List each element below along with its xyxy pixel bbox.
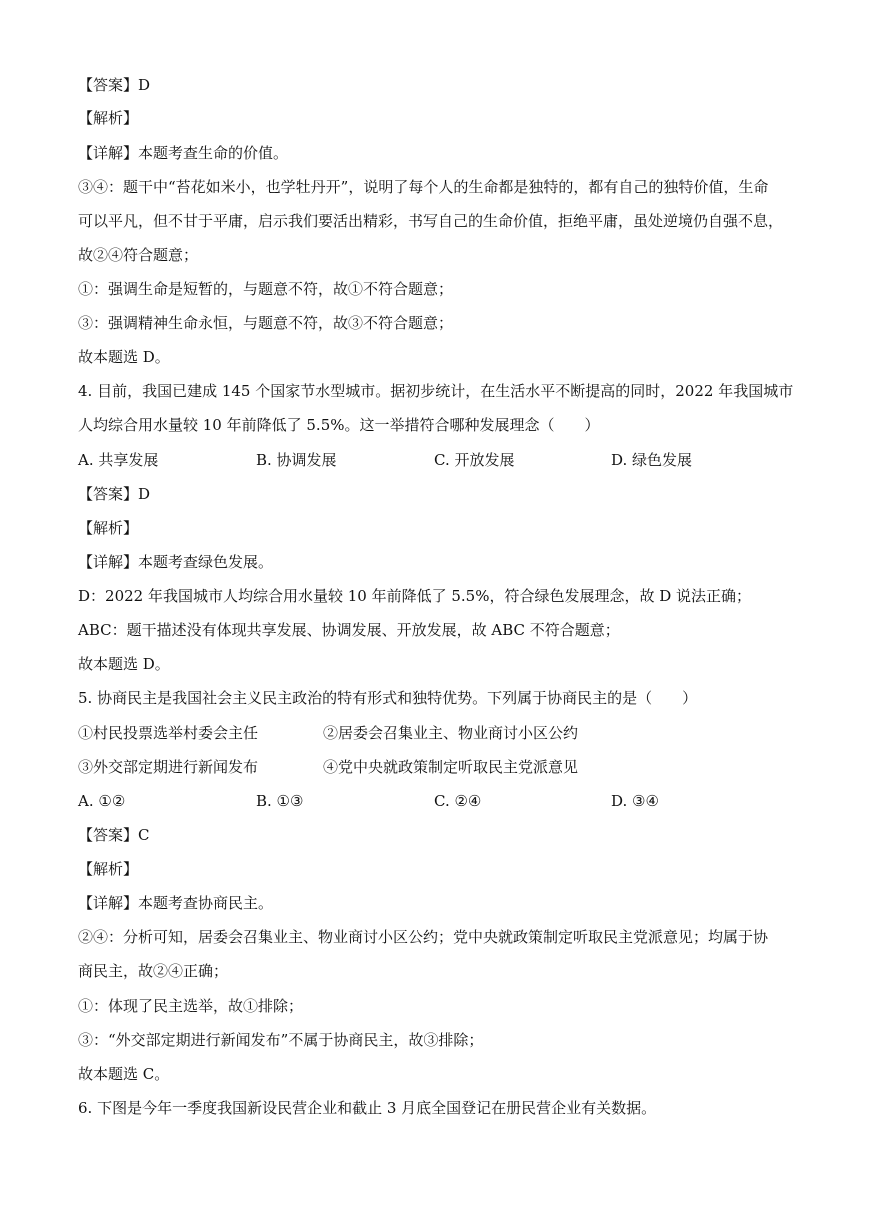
q4-stem-line: 人均综合用水量较 10 年前降低了 5.5%。这一举措符合哪种发展理念（ ） xyxy=(78,416,600,434)
q4-detail: 【详解】本题考查绿色发展。 xyxy=(78,553,274,571)
q5-stem: 5. 协商民主是我国社会主义民主政治的特有形式和独特优势。下列属于协商民主的是（ ） xyxy=(78,689,698,707)
q5-detail: 【详解】本题考查协商民主。 xyxy=(78,894,274,912)
q3-analysis-label: 【解析】 xyxy=(78,109,139,127)
q4-option-c: C. 开放发展 xyxy=(434,451,515,469)
q5-analysis-label: 【解析】 xyxy=(78,860,139,878)
q3-conclusion: 故本题选 D。 xyxy=(78,348,170,366)
q6-stem: 6. 下图是今年一季度我国新设民营企业和截止 3 月底全国登记在册民营企业有关数据。 xyxy=(78,1099,657,1117)
q5-explanation-1: ①：体现了民主选举，故①排除； xyxy=(78,997,304,1015)
q3-paragraph-line: 故②④符合题意； xyxy=(78,246,199,264)
q4-analysis-label: 【解析】 xyxy=(78,519,139,537)
q4-conclusion: 故本题选 D。 xyxy=(78,655,170,673)
q5-paragraph-line: ②④：分析可知，居委会召集业主、物业商讨小区公约；党中央就政策制定听取民主党派意见；均属于协 xyxy=(78,928,769,946)
q4-answer: 【答案】D xyxy=(78,485,151,503)
q5-conclusion: 故本题选 C。 xyxy=(78,1065,170,1083)
q5-option-a: A. ①② xyxy=(78,792,126,810)
q3-paragraph-line: ③④：题干中“苔花如米小，也学牡丹开”，说明了每个人的生命都是独特的，都有自己的独特价值，生命 xyxy=(78,178,769,196)
q3-detail: 【详解】本题考查生命的价值。 xyxy=(78,144,289,162)
q5-option-d: D. ③④ xyxy=(611,792,659,810)
q4-explanation-d: D：2022 年我国城市人均综合用水量较 10 年前降低了 5.5%，符合绿色发展理念，故 D 说法正确； xyxy=(78,587,752,605)
q5-item-2: ②居委会召集业主、物业商讨小区公约 xyxy=(323,724,579,742)
q5-item-1: ①村民投票选举村委会主任 xyxy=(78,724,259,742)
q5-item-3: ③外交部定期进行新闻发布 xyxy=(78,758,259,776)
q3-explanation-3: ③：强调精神生命永恒，与题意不符，故③不符合题意； xyxy=(78,314,454,332)
q4-option-a: A. 共享发展 xyxy=(78,451,159,469)
q4-explanation-abc: ABC：题干描述没有体现共享发展、协调发展、开放发展，故 ABC 不符合题意； xyxy=(78,621,620,639)
q4-stem-line: 4. 目前，我国已建成 145 个国家节水型城市。据初步统计，在生活水平不断提高的同时，2022 年我国城市 xyxy=(78,382,794,400)
q4-option-b: B. 协调发展 xyxy=(256,451,337,469)
q5-answer: 【答案】C xyxy=(78,826,150,844)
q4-option-d: D. 绿色发展 xyxy=(611,451,693,469)
q5-item-4: ④党中央就政策制定听取民主党派意见 xyxy=(323,758,579,776)
q5-option-c: C. ②④ xyxy=(434,792,482,810)
q5-explanation-3: ③：“外交部定期进行新闻发布”不属于协商民主，故③排除； xyxy=(78,1031,484,1049)
q3-answer: 【答案】D xyxy=(78,76,151,94)
q3-explanation-1: ①：强调生命是短暂的，与题意不符，故①不符合题意； xyxy=(78,280,454,298)
q5-paragraph-line: 商民主，故②④正确； xyxy=(78,962,229,980)
q3-paragraph-line: 可以平凡，但不甘于平庸，启示我们要活出精彩，书写自己的生命价值，拒绝平庸，虽处逆境仍自强不息， xyxy=(78,212,784,230)
q5-option-b: B. ①③ xyxy=(256,792,304,810)
